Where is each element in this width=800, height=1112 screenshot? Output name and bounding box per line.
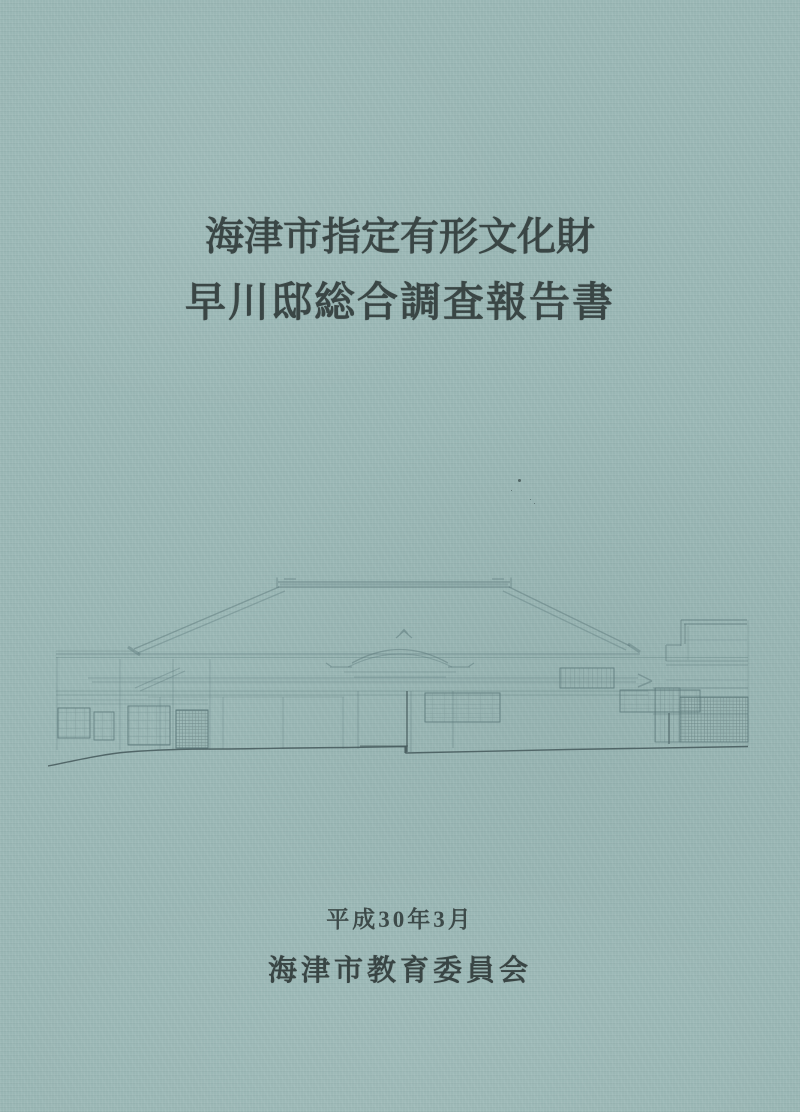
publication-date: 平成30年3月 <box>326 907 474 932</box>
cover-title <box>0 210 800 332</box>
building-elevation-illustration <box>48 560 752 772</box>
title-line-2: 早川邸総合調査報告書 <box>185 279 615 325</box>
scan-dust-specks <box>518 479 521 482</box>
title-line-1: 海津市指定有形文化財 <box>204 216 595 259</box>
publisher-name: 海津市教育委員会 <box>267 955 532 987</box>
